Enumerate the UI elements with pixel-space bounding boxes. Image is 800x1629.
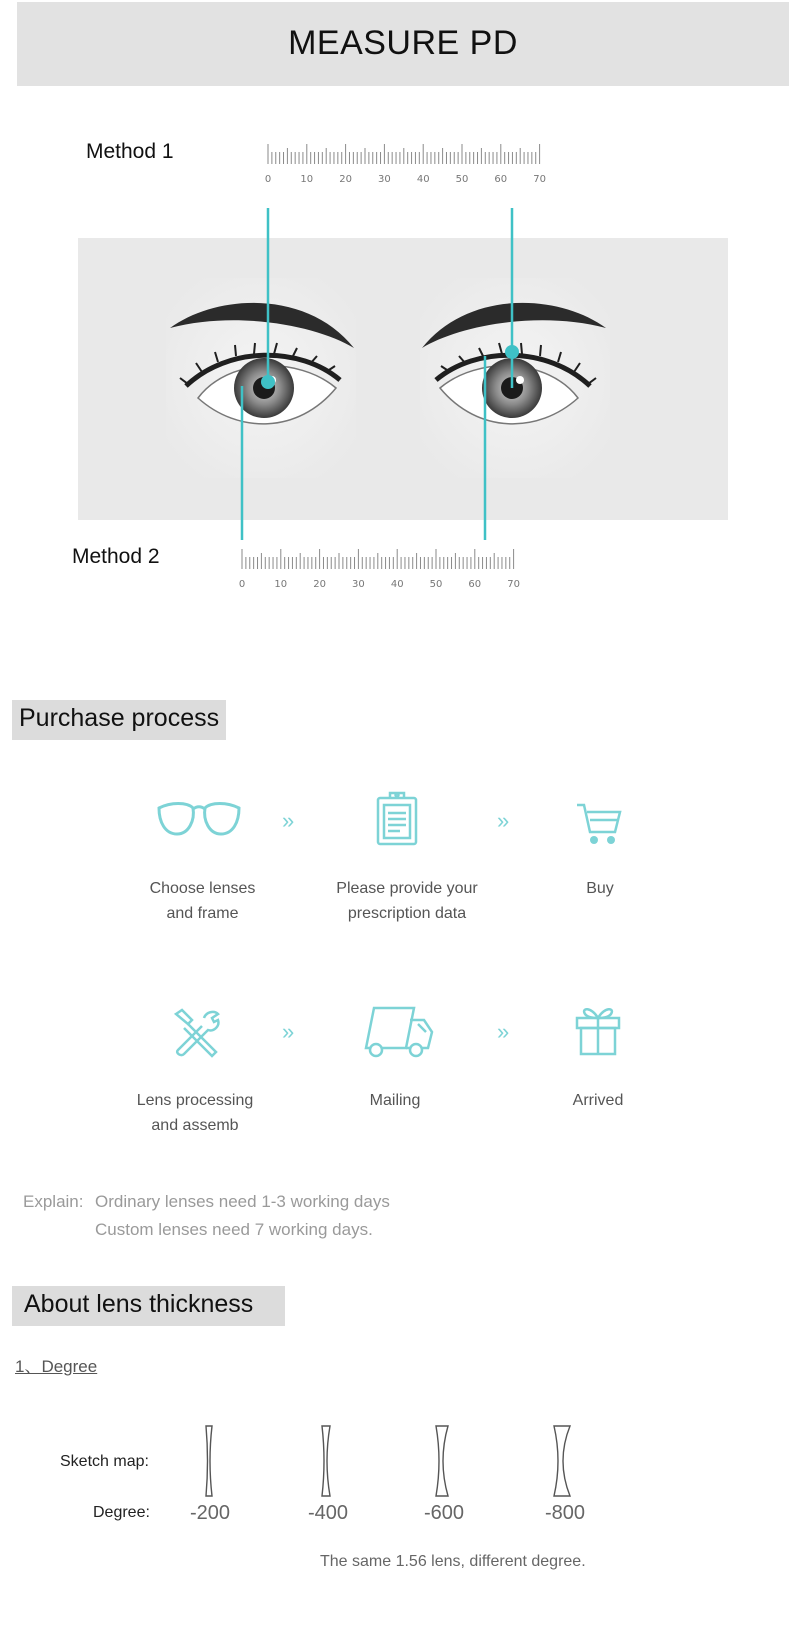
arrow-right-icon: » bbox=[282, 808, 292, 833]
ruler-bottom bbox=[238, 545, 528, 595]
explain-line-2: Custom lenses need 7 working days. bbox=[95, 1220, 373, 1239]
degree-value-800: -800 bbox=[545, 1502, 586, 1524]
ruler-top-tick-label: 70 bbox=[533, 174, 546, 185]
glasses-icon bbox=[157, 800, 241, 840]
step-label-line2: prescription data bbox=[347, 905, 467, 922]
ruler-bottom-tick-label: 50 bbox=[429, 579, 443, 590]
arrow-right-icon: » bbox=[497, 1019, 507, 1044]
lens-thickness-tab bbox=[12, 1286, 285, 1326]
gift-icon bbox=[575, 1002, 621, 1056]
tools-icon bbox=[172, 1008, 222, 1058]
truck-icon bbox=[360, 1004, 434, 1058]
step-label-line1: Choose lenses bbox=[149, 880, 256, 897]
step-label-line2: and frame bbox=[166, 905, 239, 922]
lens-note: The same 1.56 lens, different degree. bbox=[320, 1553, 586, 1570]
lens-sketch-200 bbox=[206, 1426, 212, 1496]
pd-measure-lines bbox=[0, 200, 800, 550]
lens-sketch-600 bbox=[436, 1426, 448, 1496]
step-arrived bbox=[538, 1088, 658, 1113]
step-label-line1: Lens processing bbox=[136, 1092, 254, 1109]
ruler-bottom-tick-label: 10 bbox=[274, 579, 288, 590]
step-label-line1: Buy bbox=[586, 880, 614, 897]
right-pupil-dot bbox=[505, 345, 519, 359]
arrow-right-icon: » bbox=[497, 808, 507, 833]
page-title: MEASURE PD bbox=[288, 24, 518, 62]
ruler-bottom-tick-label: 0 bbox=[238, 579, 246, 590]
explain-label: Explain: bbox=[23, 1192, 84, 1211]
sketch-map-label: Sketch map: bbox=[60, 1453, 149, 1470]
step-label-line1: Please provide your bbox=[336, 880, 478, 897]
lens-sketches bbox=[200, 1424, 600, 1500]
ruler-top-tick-label: 10 bbox=[300, 174, 314, 185]
purchase-process-title: Purchase process bbox=[19, 704, 220, 732]
purchase-process-tab bbox=[12, 700, 226, 740]
step-choose-lenses bbox=[115, 876, 290, 926]
arrow-right-icon: » bbox=[282, 1019, 292, 1044]
lens-sketch-400 bbox=[322, 1426, 330, 1496]
ruler-top-tick-label: 20 bbox=[339, 174, 352, 185]
degree-subtitle: 1、Degree bbox=[15, 1357, 98, 1376]
step-label-line2: and assemb bbox=[151, 1117, 239, 1134]
explain-line-1: Ordinary lenses need 1-3 working days bbox=[95, 1192, 390, 1211]
method1-label: Method 1 bbox=[86, 140, 174, 163]
page-header bbox=[17, 2, 789, 86]
ruler-bottom-tick-label: 40 bbox=[390, 579, 404, 590]
step-buy bbox=[540, 876, 660, 901]
ruler-top bbox=[264, 140, 554, 190]
lens-sketch-800 bbox=[554, 1426, 570, 1496]
step-lens-processing bbox=[110, 1088, 280, 1138]
ruler-bottom-tick-label: 70 bbox=[507, 579, 520, 590]
degree-value-200: -200 bbox=[190, 1502, 231, 1524]
ruler-top-tick-label: 60 bbox=[494, 174, 508, 185]
degree-value-600: -600 bbox=[424, 1502, 465, 1524]
step-prescription bbox=[312, 876, 502, 926]
degree-value-400: -400 bbox=[308, 1502, 349, 1524]
ruler-bottom-tick-label: 20 bbox=[313, 579, 326, 590]
step-mailing bbox=[335, 1088, 455, 1113]
ruler-bottom-tick-label: 60 bbox=[468, 579, 482, 590]
degree-label: Degree: bbox=[93, 1504, 150, 1521]
step-label-line1: Mailing bbox=[369, 1092, 421, 1109]
lens-thickness-title: About lens thickness bbox=[24, 1290, 254, 1318]
method2-label: Method 2 bbox=[72, 545, 160, 568]
ruler-top-tick-label: 0 bbox=[264, 174, 272, 185]
ruler-bottom-tick-label: 30 bbox=[352, 579, 365, 590]
step-label-line1: Arrived bbox=[572, 1092, 624, 1109]
cart-icon bbox=[575, 802, 623, 846]
left-pupil-dot bbox=[261, 375, 275, 389]
ruler-top-tick-label: 40 bbox=[416, 174, 430, 185]
ruler-top-tick-label: 50 bbox=[455, 174, 469, 185]
ruler-top-tick-label: 30 bbox=[378, 174, 391, 185]
clipboard-icon bbox=[376, 790, 418, 846]
